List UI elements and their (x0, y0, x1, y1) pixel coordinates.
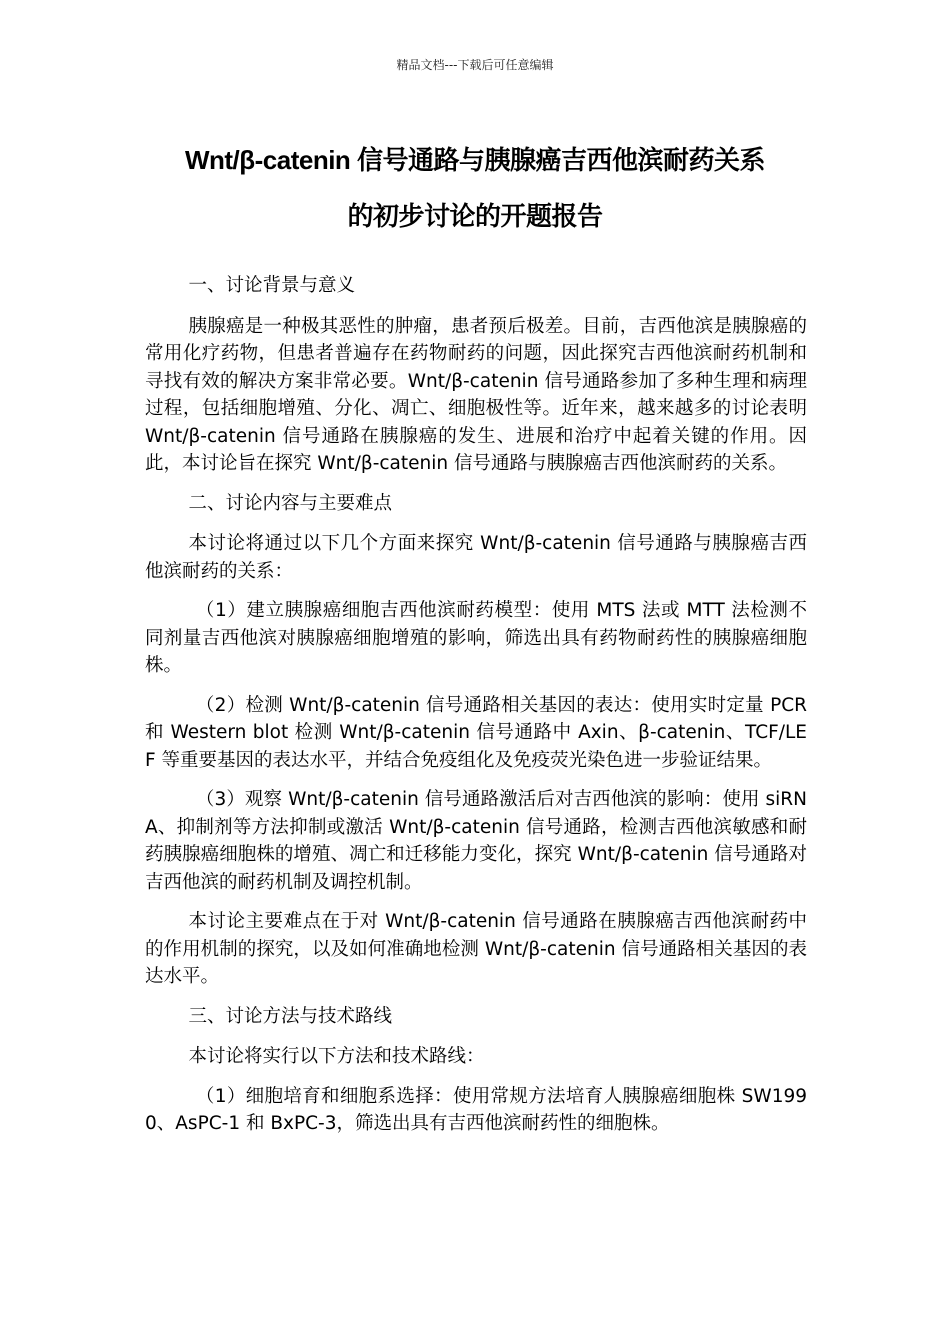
document-title (120, 132, 830, 244)
section-2-heading: 二、讨论内容与主要难点 (188, 492, 392, 514)
title-line-1: Wnt/β-catenin 信号通路与胰腺癌吉西他滨耐药关系 (184, 145, 766, 175)
section-3-heading: 三、讨论方法与技术路线 (188, 1005, 392, 1027)
page-header-note: 精品文档---下载后可任意编辑 (396, 58, 554, 72)
section-2-item-3: （3）观察 Wnt/β-catenin 信号通路激活后对吉西他滨的影响：使用 siRNA、抑制剂等方法抑制或激活 Wnt/β-catenin 信号通路，检测吉西他滨敏感和耐药胰腺癌细胞株的增殖、凋亡和迁移能力变化，探究 Wnt/β-catenin 信号通路对吉西他滨的耐药机制及调控机制。 (145, 789, 807, 893)
section-2-item-2: （2）检测 Wnt/β-catenin 信号通路相关基因的表达：使用实时定量 PCR 和 Western blot 检测 Wnt/β-catenin 信号通路中 Axin、β-catenin、TCF/LEF 等重要基因的表达水平，并结合免疫组化及免疫荧光染色进一步验证结果。 (145, 694, 807, 771)
section-1-heading: 一、讨论背景与意义 (188, 275, 355, 296)
section-2-difficulty: 本讨论主要难点在于对 Wnt/β-catenin 信号通路在胰腺癌吉西他滨耐药中的作用机制的探究，以及如何准确地检测 Wnt/β-catenin 信号通路相关基因的表达水平。 (145, 911, 807, 987)
section-2-item-1: （1）建立胰腺癌细胞吉西他滨耐药模型：使用 MTS 法或 MTT 法检测不同剂量吉西他滨对胰腺癌细胞增殖的影响，筛选出具有药物耐药性的胰腺癌细胞株。 (145, 600, 807, 676)
section-3-intro: 本讨论将实行以下方法和技术路线： (188, 1046, 485, 1067)
section-1-paragraph: 胰腺癌是一种极其恶性的肿瘤，患者预后极差。目前，吉西他滨是胰腺癌的常用化疗药物，但患者普遍存在药物耐药的问题，因此探究吉西他滨耐药机制和寻找有效的解决方案非常必要。Wnt/β-catenin 信号通路参加了多种生理和病理过程，包括细胞增殖、分化、凋亡、细胞极性等。近年来，越来越多的讨论表明 Wnt/β-catenin 信号通路在胰腺癌的发生、进展和治疗中起着关键的作用。因此，本讨论旨在探究 Wnt/β-catenin 信号通路与胰腺癌吉西他滨耐药的关系。 (145, 315, 807, 474)
section-3-item-1: （1）细胞培育和细胞系选择：使用常规方法培育人胰腺癌细胞株 SW1990、AsPC-1 和 BxPC-3，筛选出具有吉西他滨耐药性的细胞株。 (145, 1085, 807, 1134)
title-line-2: 的初步讨论的开题报告 (347, 201, 603, 231)
document-body (145, 272, 807, 1150)
section-2-intro: 本讨论将通过以下几个方面来探究 Wnt/β-catenin 信号通路与胰腺癌吉西他滨耐药的关系： (145, 533, 807, 582)
